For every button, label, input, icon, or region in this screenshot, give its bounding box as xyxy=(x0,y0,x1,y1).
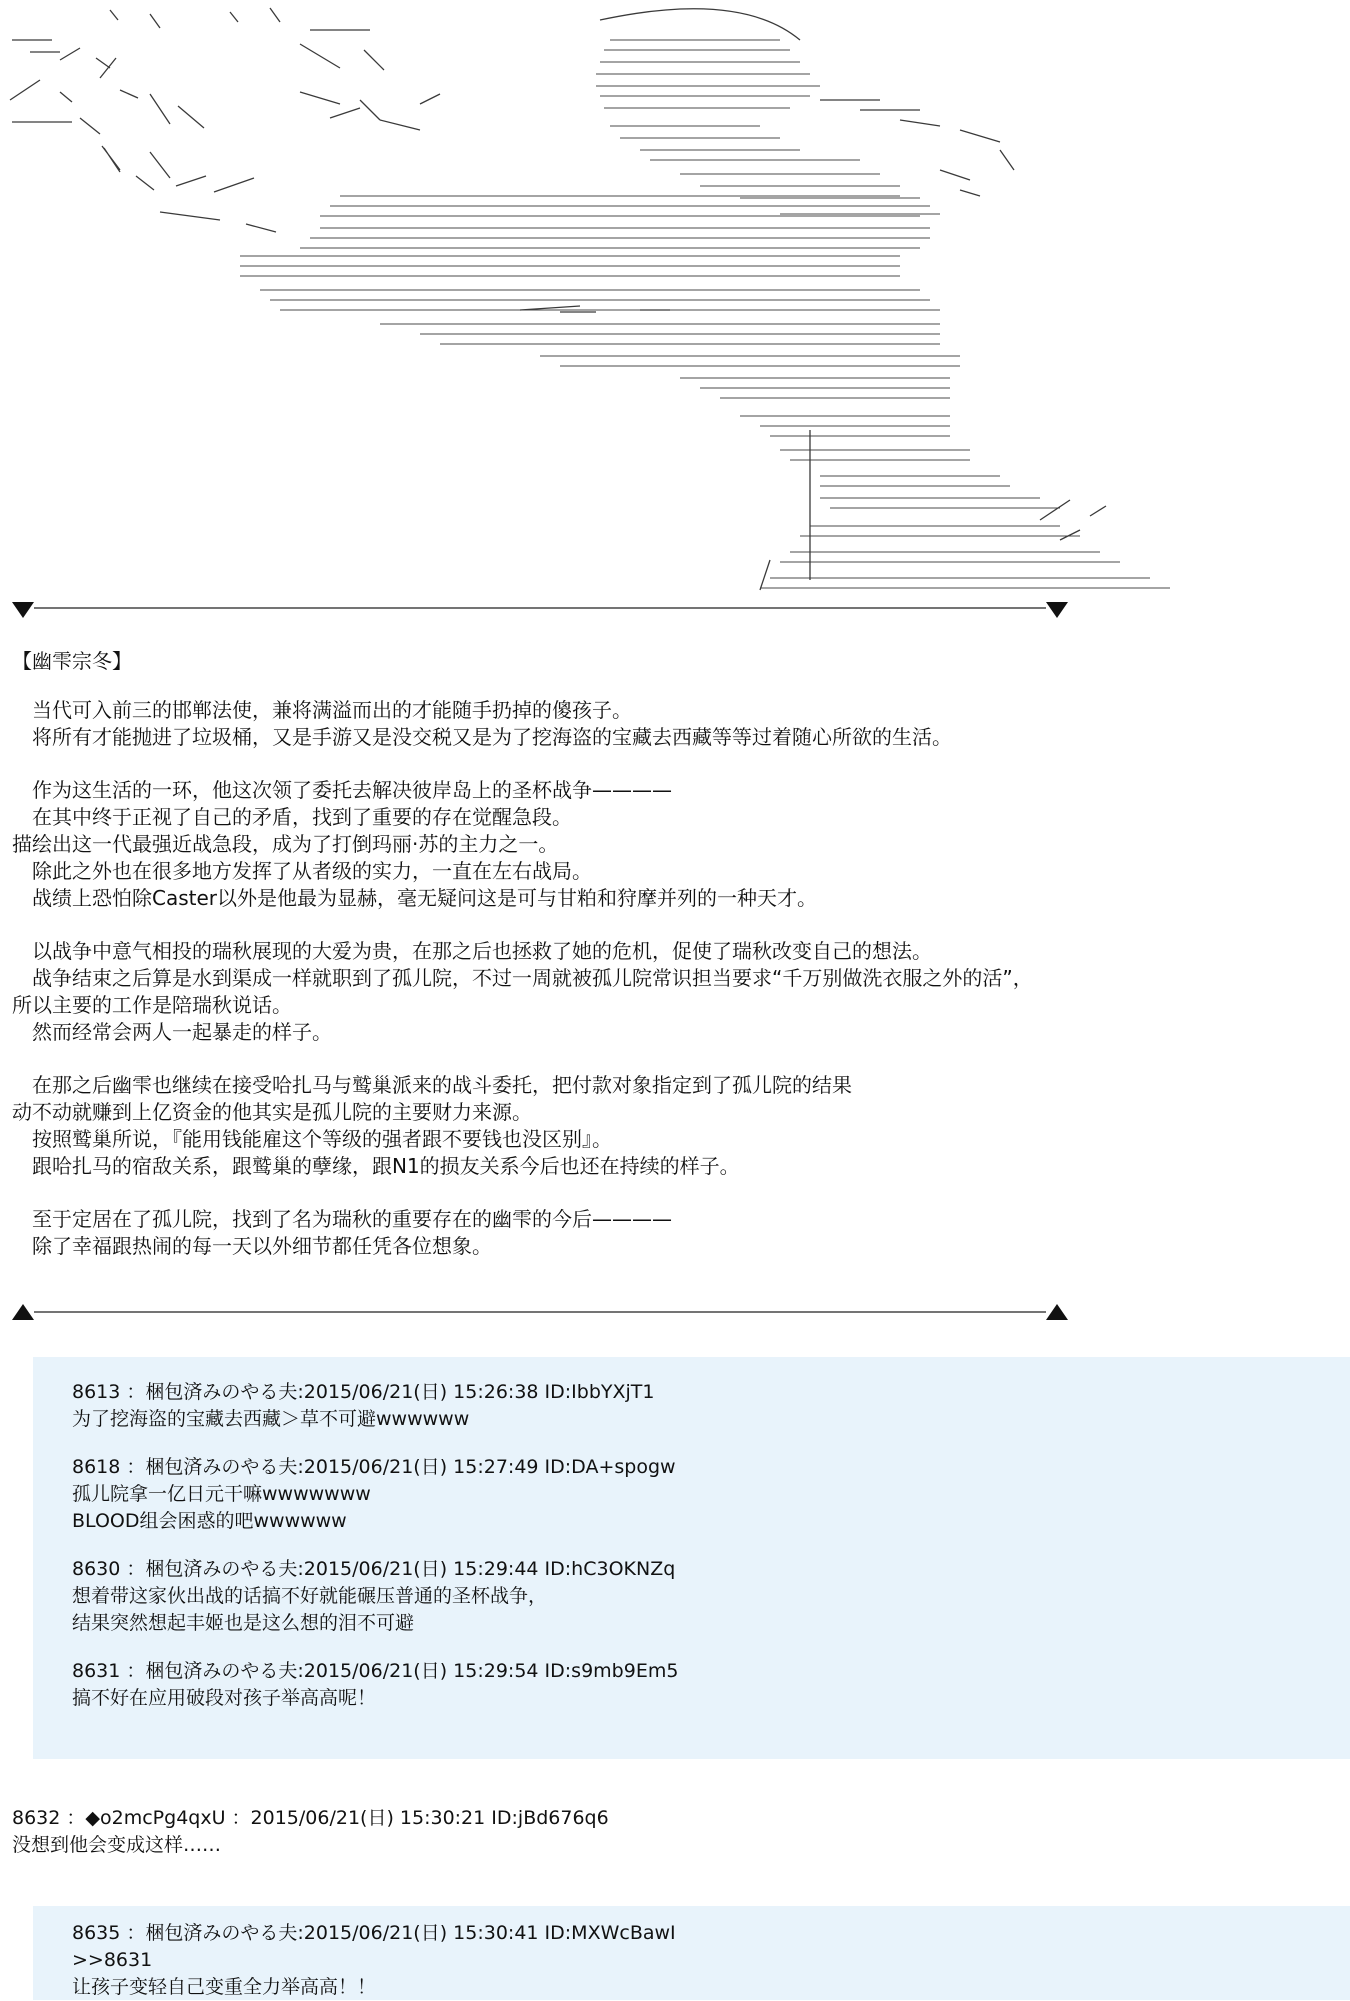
bio-heading: 【幽雫宗冬】 xyxy=(12,649,132,673)
comment-text: 结果突然想起丰姬也是这么想的泪不可避 xyxy=(72,1612,415,1634)
triangle-down-icon xyxy=(1046,602,1068,618)
bio-line: 然而经常会两人一起暴走的样子。 xyxy=(12,1020,332,1044)
comment xyxy=(72,1658,1350,1712)
bio-paragraph xyxy=(12,1206,1332,1260)
bio-line: 当代可入前三的邯郸法使，兼将满溢而出的才能随手扔掉的傻孩子。 xyxy=(12,698,632,722)
comment-text: 让孩子变轻自己变重全力举高高！！ xyxy=(72,1976,377,1998)
comment-text: 没想到他会变成这样…… xyxy=(12,1834,222,1856)
bio-line: 作为这生活的一环，他这次领了委托去解决彼岸岛上的圣杯战争———— xyxy=(12,778,672,802)
bio-line: 至于定居在了孤儿院，找到了名为瑞秋的重要存在的幽雫的今后———— xyxy=(12,1207,672,1231)
comment-text: >>8631 xyxy=(72,1949,153,1971)
bio-paragraph xyxy=(12,777,1332,912)
bio-paragraph xyxy=(12,938,1332,1046)
bio-line: 以战争中意气相投的瑞秋展现的大爱为贵，在那之后也拯救了她的危机，促使了瑞秋改变自己的想法。 xyxy=(12,939,932,963)
comment-text: 想着带这家伙出战的话搞不好就能碾压普通的圣杯战争， xyxy=(72,1585,548,1607)
comment xyxy=(72,1920,1350,2001)
bio-line: 战绩上恐怕除Caster以外是他最为显赫，毫无疑问这是可与甘粕和狩摩并列的一种天才。 xyxy=(12,886,818,910)
comment-header: 8630 ：梱包済みのやる夫:2015/06/21(日) 15:29:44 ID:hC3OKNZq xyxy=(72,1558,676,1580)
comment xyxy=(72,1379,1350,1433)
comment-text: 搞不好在应用破段对孩子举高高呢！ xyxy=(72,1687,377,1709)
bio-paragraph xyxy=(12,1072,1332,1180)
bio-line: 将所有才能抛进了垃圾桶，又是手游又是没交税又是为了挖海盗的宝藏去西藏等等过着随心所欲的生活。 xyxy=(12,725,952,749)
triangle-up-icon xyxy=(12,1304,34,1320)
comment-header: 8635 ：梱包済みのやる夫:2015/06/21(日) 15:30:41 ID:MXWcBawI xyxy=(72,1922,676,1944)
comment-header: 8631 ：梱包済みのやる夫:2015/06/21(日) 15:29:54 ID:s9mb9Em5 xyxy=(72,1660,679,1682)
comment-text: 孤儿院拿一亿日元干嘛wwwwwww xyxy=(72,1483,371,1505)
comment-header: 8618 ：梱包済みのやる夫:2015/06/21(日) 15:27:49 ID:DA+spogw xyxy=(72,1456,676,1478)
comment-text: 为了挖海盗的宝藏去西藏＞草不可避wwwwww xyxy=(72,1408,470,1430)
comment-header: 8632 ：◆o2mcPg4qxU ：2015/06/21(日) 15:30:21 ID:jBd676q6 xyxy=(12,1807,609,1829)
comment xyxy=(72,1454,1350,1535)
bio-line: 在其中终于正视了自己的矛盾，找到了重要的存在觉醒急段。 xyxy=(12,805,572,829)
divider-bottom xyxy=(12,1300,1072,1324)
bio-paragraph xyxy=(12,697,1332,751)
bio-section xyxy=(12,648,1332,1286)
bio-line: 所以主要的工作是陪瑞秋说话。 xyxy=(12,993,292,1017)
comment-box xyxy=(33,1357,1350,1759)
bio-line: 除了幸福跟热闹的每一天以外细节都任凭各位想象。 xyxy=(12,1234,492,1258)
bio-line: 描绘出这一代最强近战急段，成为了打倒玛丽·苏的主力之一。 xyxy=(12,832,559,856)
ascii-art-figure xyxy=(0,0,1350,610)
bio-line: 在那之后幽雫也继续在接受哈扎马与鹫巢派来的战斗委托，把付款对象指定到了孤儿院的结果 xyxy=(12,1073,852,1097)
comment-box xyxy=(33,1906,1350,2000)
triangle-up-icon xyxy=(1046,1304,1068,1320)
comment xyxy=(72,1556,1350,1637)
bio-line: 跟哈扎马的宿敌关系，跟鹫巢的孽缘，跟N1的损友关系今后也还在持续的样子。 xyxy=(12,1154,740,1178)
bio-line: 战争结束之后算是水到渠成一样就职到了孤儿院，不过一周就被孤儿院常识担当要求“千万别做洗衣服之外的活”， xyxy=(12,966,1033,990)
bio-line: 动不动就赚到上亿资金的他其实是孤儿院的主要财力来源。 xyxy=(12,1100,532,1124)
bio-line: 按照鹫巢所说，『能用钱能雇这个等级的强者跟不要钱也没区别』。 xyxy=(12,1127,612,1151)
triangle-down-icon xyxy=(12,602,34,618)
comment-header: 8613 ：梱包済みのやる夫:2015/06/21(日) 15:26:38 ID:IbbYXjT1 xyxy=(72,1381,655,1403)
bio-line: 除此之外也在很多地方发挥了从者级的实力，一直在左右战局。 xyxy=(12,859,592,883)
author-post xyxy=(12,1805,609,1859)
comment-text: BLOOD组会困惑的吧wwwwww xyxy=(72,1510,347,1532)
divider-top xyxy=(12,596,1072,620)
